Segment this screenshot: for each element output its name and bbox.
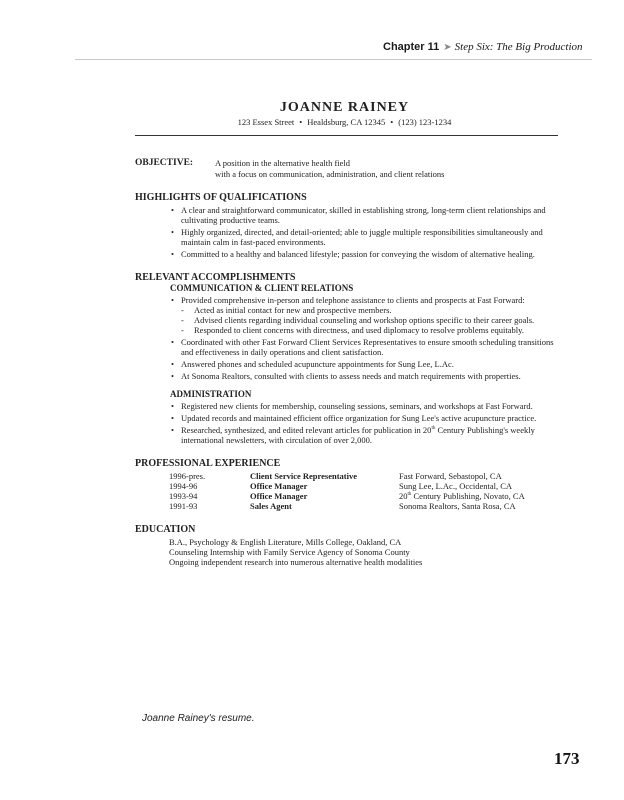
running-header	[383, 41, 593, 53]
administration-subheading: ADMINISTRATION	[170, 389, 252, 399]
sublist-item: - Advised clients regarding individual counseling and workshop options specific to their career goals.	[135, 315, 560, 325]
contact-phone: (123) 123-1234	[398, 117, 452, 127]
communication-sublist	[135, 305, 560, 335]
sublist-item: - Acted as initial contact for new and prospective members.	[135, 305, 560, 315]
experience-employer: Sonoma Realtors, Santa Rosa, CA	[399, 501, 516, 511]
experience-years: 1993-94	[169, 491, 198, 501]
education-line: Ongoing independent research into numerous alternative health modalities	[169, 557, 423, 567]
resume-name: JOANNE RAINEY	[279, 100, 410, 115]
list-item: • Coordinated with other Fast Forward Client Services Representatives to ensure smooth scheduling transitions and effectiveness in daily operations and client satisfaction.	[135, 337, 560, 357]
education-heading: EDUCATION	[135, 524, 196, 535]
highlights-list	[135, 205, 560, 259]
experience-employer: Fast Forward, Sebastopol, CA	[399, 471, 502, 481]
contact-street: 123 Essex Street	[237, 117, 295, 127]
experience-row	[169, 491, 560, 501]
contact-line	[129, 117, 560, 127]
bullet-icon: •	[299, 117, 303, 127]
list-item: • At Sonoma Realtors, consulted with clients to assess needs and match requirements with properties.	[135, 371, 560, 381]
list-item: • Answered phones and scheduled acupuncture appointments for Sung Lee, L.Ac.	[135, 359, 560, 369]
page-number: 173	[554, 749, 580, 768]
experience-row	[169, 481, 560, 491]
experience-title: Office Manager	[250, 491, 308, 501]
arrow-icon: ➤	[443, 42, 452, 53]
experience-employer	[399, 491, 525, 501]
list-item-text: Provided comprehensive in-person and telephone assistance to clients and prospects at Fast Forward:	[181, 295, 525, 305]
education-line: Counseling Internship with Family Service Agency of Sonoma County	[169, 547, 410, 557]
experience-table	[169, 471, 560, 511]
experience-row	[169, 471, 560, 481]
communication-list-rest	[135, 337, 560, 381]
communication-list	[135, 295, 560, 305]
chapter-label: Chapter 11	[383, 41, 440, 53]
list-item: • A clear and straightforward communicator, skilled in establishing strong, long-term client relationships and cultivating productive teams.	[135, 205, 560, 225]
communication-subheading: COMMUNICATION & CLIENT RELATIONS	[170, 283, 354, 293]
list-item-text: Century Publishing's weekly international newsletters, with circulation of over 2,000.	[181, 425, 535, 445]
resume	[135, 100, 560, 567]
ordinal-suffix: th	[407, 492, 412, 498]
step-title: Step Six: The Big Production	[454, 41, 583, 53]
sublist-item: - Responded to client concerns with directness, and used diplomacy to resolve problems equitably.	[135, 325, 560, 335]
objective-label: OBJECTIVE:	[135, 158, 194, 168]
experience-title: Office Manager	[250, 481, 308, 491]
experience-title: Sales Agent	[250, 501, 292, 511]
experience-heading: PROFESSIONAL EXPERIENCE	[135, 458, 281, 469]
experience-years: 1994-96	[169, 481, 198, 491]
experience-title: Client Service Representative	[250, 471, 358, 481]
experience-years: 1996-pres.	[169, 471, 206, 481]
objective-line: with a focus on communication, administration, and client relations	[215, 168, 445, 179]
objective-text	[215, 158, 444, 179]
objective-section	[135, 158, 560, 179]
list-item	[135, 425, 560, 445]
ordinal-suffix: th	[431, 426, 436, 432]
experience-row	[169, 501, 560, 511]
experience-years: 1991-93	[169, 501, 198, 511]
list-item: • Committed to a healthy and balanced lifestyle; passion for conveying the wisdom of alternative healing.	[135, 249, 560, 259]
list-item: • Highly organized, directed, and detail-oriented; able to juggle multiple responsibilities simultaneously and maintain calm in fast-paced environments.	[135, 227, 560, 247]
employer-text: 20	[399, 491, 408, 501]
accomplishments-heading: RELEVANT ACCOMPLISHMENTS	[135, 272, 296, 283]
experience-employer: Sung Lee, L.Ac., Occidental, CA	[399, 481, 513, 491]
resume-rule	[135, 135, 558, 136]
highlights-heading: HIGHLIGHTS OF QUALIFICATIONS	[135, 192, 307, 203]
contact-city: Healdsburg, CA 12345	[307, 117, 386, 127]
list-item	[135, 295, 560, 305]
administration-list	[135, 401, 560, 445]
list-item-text: Researched, synthesized, and edited relevant articles for publication in 20	[181, 425, 432, 435]
education-list	[169, 537, 560, 567]
list-item: • Updated records and maintained efficient office organization for Sung Lee's active acupuncture practice.	[135, 413, 560, 423]
education-line: B.A., Psychology & English Literature, Mills College, Oakland, CA	[169, 537, 402, 547]
objective-line: A position in the alternative health field	[215, 158, 351, 168]
bullet-icon: •	[390, 117, 394, 127]
figure-caption: Joanne Rainey's resume.	[142, 713, 255, 724]
header-rule	[75, 59, 592, 60]
list-item: • Registered new clients for membership, counseling sessions, seminars, and workshops at Fast Forward.	[135, 401, 560, 411]
employer-text: Century Publishing, Novato, CA	[411, 491, 525, 501]
